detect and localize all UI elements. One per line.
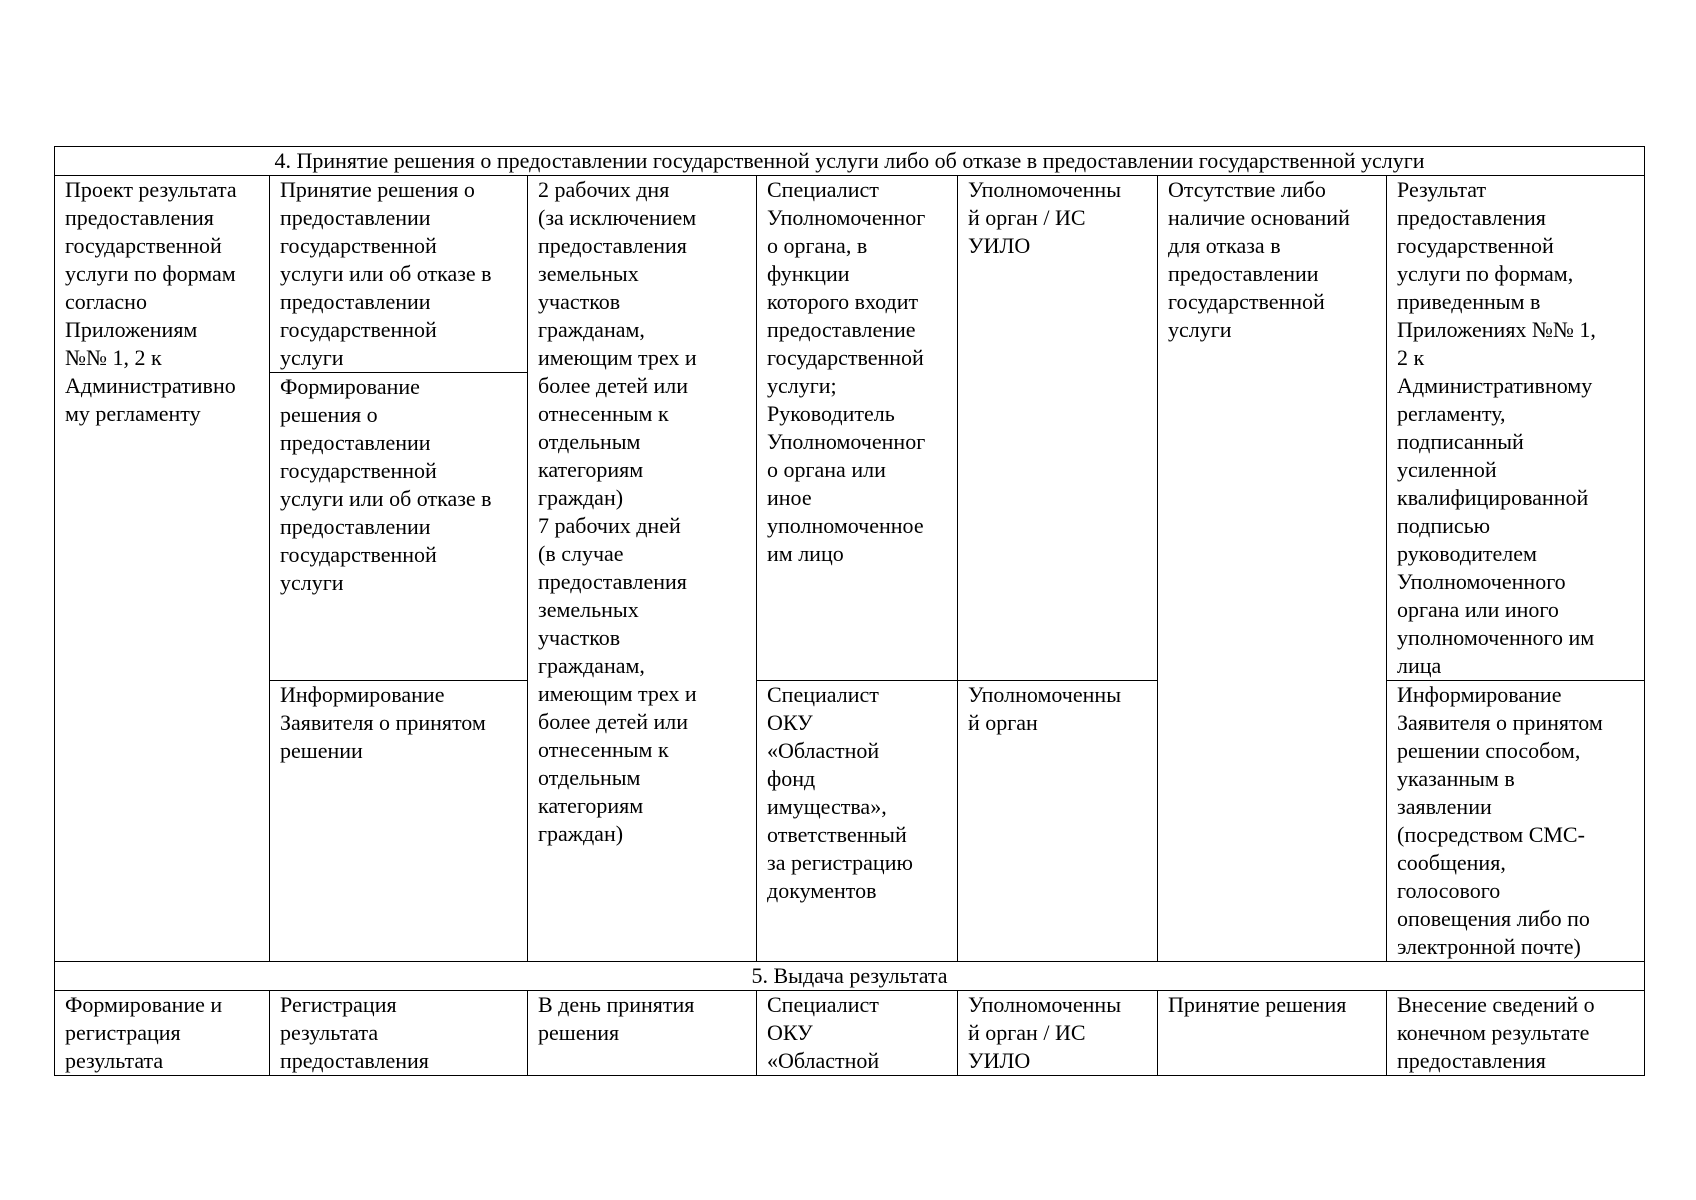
section-5-title: 5. Выдача результата <box>55 962 1645 991</box>
section-5-place: Уполномоченны й орган / ИС УИЛО <box>958 991 1158 1076</box>
section-4-action-decision: Принятие решения о предоставлении государственной услуги или об отказе в предоставлении государственной услуги <box>270 176 528 373</box>
section-5-basis: Формирование и регистрация результата <box>55 991 270 1076</box>
section-4-basis: Проект результата предоставления государственной услуги по формам согласно Приложениям №№ 1, 2 к Административно му регламенту <box>55 176 270 962</box>
section-4-result-informing: Информирование Заявителя о принятом решении способом, указанным в заявлении (посредством СМС- сообщения, голосового оповещения либо по электронной почте) <box>1387 681 1645 962</box>
section-4-criteria: Отсутствие либо наличие оснований для отказа в предоставлении государственной услуги <box>1158 176 1387 962</box>
section-5-action: Регистрация результата предоставления <box>270 991 528 1076</box>
section-4-title: 4. Принятие решения о предоставлении государственной услуги либо об отказе в предоставлении государственной услуги <box>55 147 1645 176</box>
section-5-responsible: Специалист ОКУ «Областной <box>757 991 958 1076</box>
section-4-action-informing: Информирование Заявителя о принятом решении <box>270 681 528 962</box>
section-5-result: Внесение сведений о конечном результате предоставления <box>1387 991 1645 1076</box>
section-4-place-authority: Уполномоченны й орган / ИС УИЛО <box>958 176 1158 681</box>
procedure-table <box>54 146 1645 1076</box>
section-5-term: В день принятия решения <box>528 991 757 1076</box>
section-4-responsible-fund: Специалист ОКУ «Областной фонд имущества», ответственный за регистрацию документов <box>757 681 958 962</box>
section-4-result-document: Результат предоставления государственной услуги по формам, приведенным в Приложениях №№ 1, 2 к Административному регламенту, подписанный усиленной квалифицированной подписью руководителем Уполномоченного органа или иного уполномоченного им лица <box>1387 176 1645 681</box>
section-4-place-body: Уполномоченны й орган <box>958 681 1158 962</box>
section-4-responsible-authority: Специалист Уполномоченног о органа, в функции которого входит предоставление государственной услуги; Руководитель Уполномоченног о органа или иное уполномоченное им лицо <box>757 176 958 681</box>
section-5-criteria: Принятие решения <box>1158 991 1387 1076</box>
section-4-term: 2 рабочих дня (за исключением предоставления земельных участков гражданам, имеющим трех и более детей или отнесенным к отдельным категориям граждан) 7 рабочих дней (в случае предоставления земельных участков гражданам, имеющим трех и более детей или отнесенным к отдельным категориям граждан) <box>528 176 757 962</box>
section-4-action-formation: Формирование решения о предоставлении государственной услуги или об отказе в предоставлении государственной услуги <box>270 373 528 681</box>
